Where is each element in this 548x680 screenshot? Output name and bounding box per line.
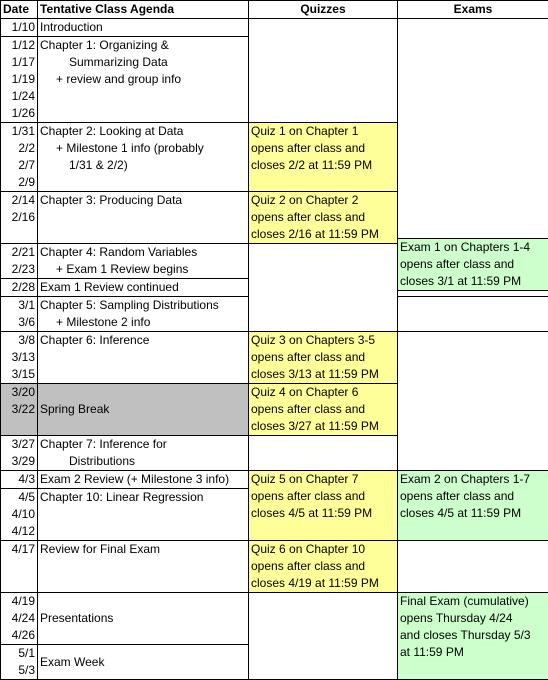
agenda-cell: Chapter 4: Random Variables + Exam 1 Review begins — [38, 244, 249, 279]
table-row — [1, 471, 548, 489]
quiz-6-cell: Quiz 6 on Chapter 10 opens after class and closes 4/19 at 11:59 PM — [249, 541, 398, 593]
final-exam-cell: Final Exam (cumulative) opens Thursday 4/24 and closes Thursday 5/3 at 11:59 PM — [398, 593, 548, 680]
header-row — [1, 1, 548, 19]
quiz-5-cell: Quiz 5 on Chapter 7 opens after class and closes 4/5 at 11:59 PM — [249, 471, 398, 541]
header-agenda: Tentative Class Agenda — [38, 1, 249, 19]
agenda-cell: Introduction — [38, 19, 249, 37]
header-exams: Exams — [398, 1, 548, 19]
quiz-cell-empty — [249, 593, 398, 680]
agenda-cell: Chapter 2: Looking at Data + Milestone 1 info (probably 1/31 & 2/2) — [38, 123, 249, 192]
date-cell: 1/31 2/2 2/7 2/9 — [1, 123, 38, 192]
quiz-4-cell: Quiz 4 on Chapter 6 opens after class and closes 3/27 at 11:59 PM — [249, 384, 398, 436]
table-row — [1, 332, 548, 384]
agenda-cell: Exam Week — [38, 645, 249, 680]
agenda-cell: Exam 2 Review (+ Milestone 3 info) — [38, 471, 249, 489]
date-cell: 3/1 3/6 — [1, 297, 38, 332]
quiz-3-cell: Quiz 3 on Chapters 3-5 opens after class and closes 3/13 at 11:59 PM — [249, 332, 398, 384]
table-row — [1, 19, 548, 37]
date-cell: 4/19 4/24 4/26 — [1, 593, 38, 645]
agenda-cell: Chapter 10: Linear Regression — [38, 489, 249, 541]
quiz-1-cell: Quiz 1 on Chapter 1 opens after class and closes 2/2 at 11:59 PM — [249, 123, 398, 192]
agenda-cell: Chapter 3: Producing Data — [38, 192, 249, 244]
agenda-cell: Exam 1 Review continued — [38, 279, 249, 297]
agenda-cell: Chapter 7: Inference for Distributions — [38, 436, 249, 471]
quiz-cell-empty — [249, 19, 398, 123]
header-date: Date — [1, 1, 38, 19]
agenda-cell: Chapter 5: Sampling Distributions + Milestone 2 info — [38, 297, 249, 332]
agenda-cell: Chapter 6: Inference — [38, 332, 249, 384]
exam-1-cell: Exam 1 on Chapters 1-4 opens after class and closes 3/1 at 11:59 PM — [397, 238, 548, 291]
agenda-cell: Chapter 1: Organizing & Summarizing Data + review and group info — [38, 37, 249, 123]
date-cell: 4/3 — [1, 471, 38, 489]
date-cell: 5/1 5/3 — [1, 645, 38, 680]
header-quizzes: Quizzes — [249, 1, 398, 19]
date-cell: 3/8 3/13 3/15 — [1, 332, 38, 384]
exam-cell-empty — [398, 332, 548, 471]
date-cell: 2/14 2/16 — [1, 192, 38, 244]
exam-2-cell: Exam 2 on Chapters 1-7 opens after class and closes 4/5 at 11:59 PM — [398, 471, 548, 541]
date-cell: 1/10 — [1, 19, 38, 37]
date-cell: 4/17 — [1, 541, 38, 593]
date-cell: 3/27 3/29 — [1, 436, 38, 471]
spring-break-cell: Spring Break — [38, 384, 249, 436]
agenda-cell: Presentations — [38, 593, 249, 645]
quiz-cell-empty — [249, 244, 398, 332]
table-row — [1, 593, 548, 645]
date-cell: 2/21 2/23 — [1, 244, 38, 279]
quiz-cell-empty — [249, 436, 398, 471]
date-cell: 3/20 3/22 — [1, 384, 38, 436]
date-cell: 2/28 — [1, 279, 38, 297]
quiz-2-cell: Quiz 2 on Chapter 2 opens after class and closes 2/16 at 11:59 PM — [249, 192, 398, 244]
date-cell: 4/5 4/10 4/12 — [1, 489, 38, 541]
table-row — [1, 541, 548, 593]
agenda-cell: Review for Final Exam — [38, 541, 249, 593]
date-cell: 1/12 1/17 1/19 1/24 1/26 — [1, 37, 38, 123]
exam-cell-empty — [398, 541, 548, 593]
